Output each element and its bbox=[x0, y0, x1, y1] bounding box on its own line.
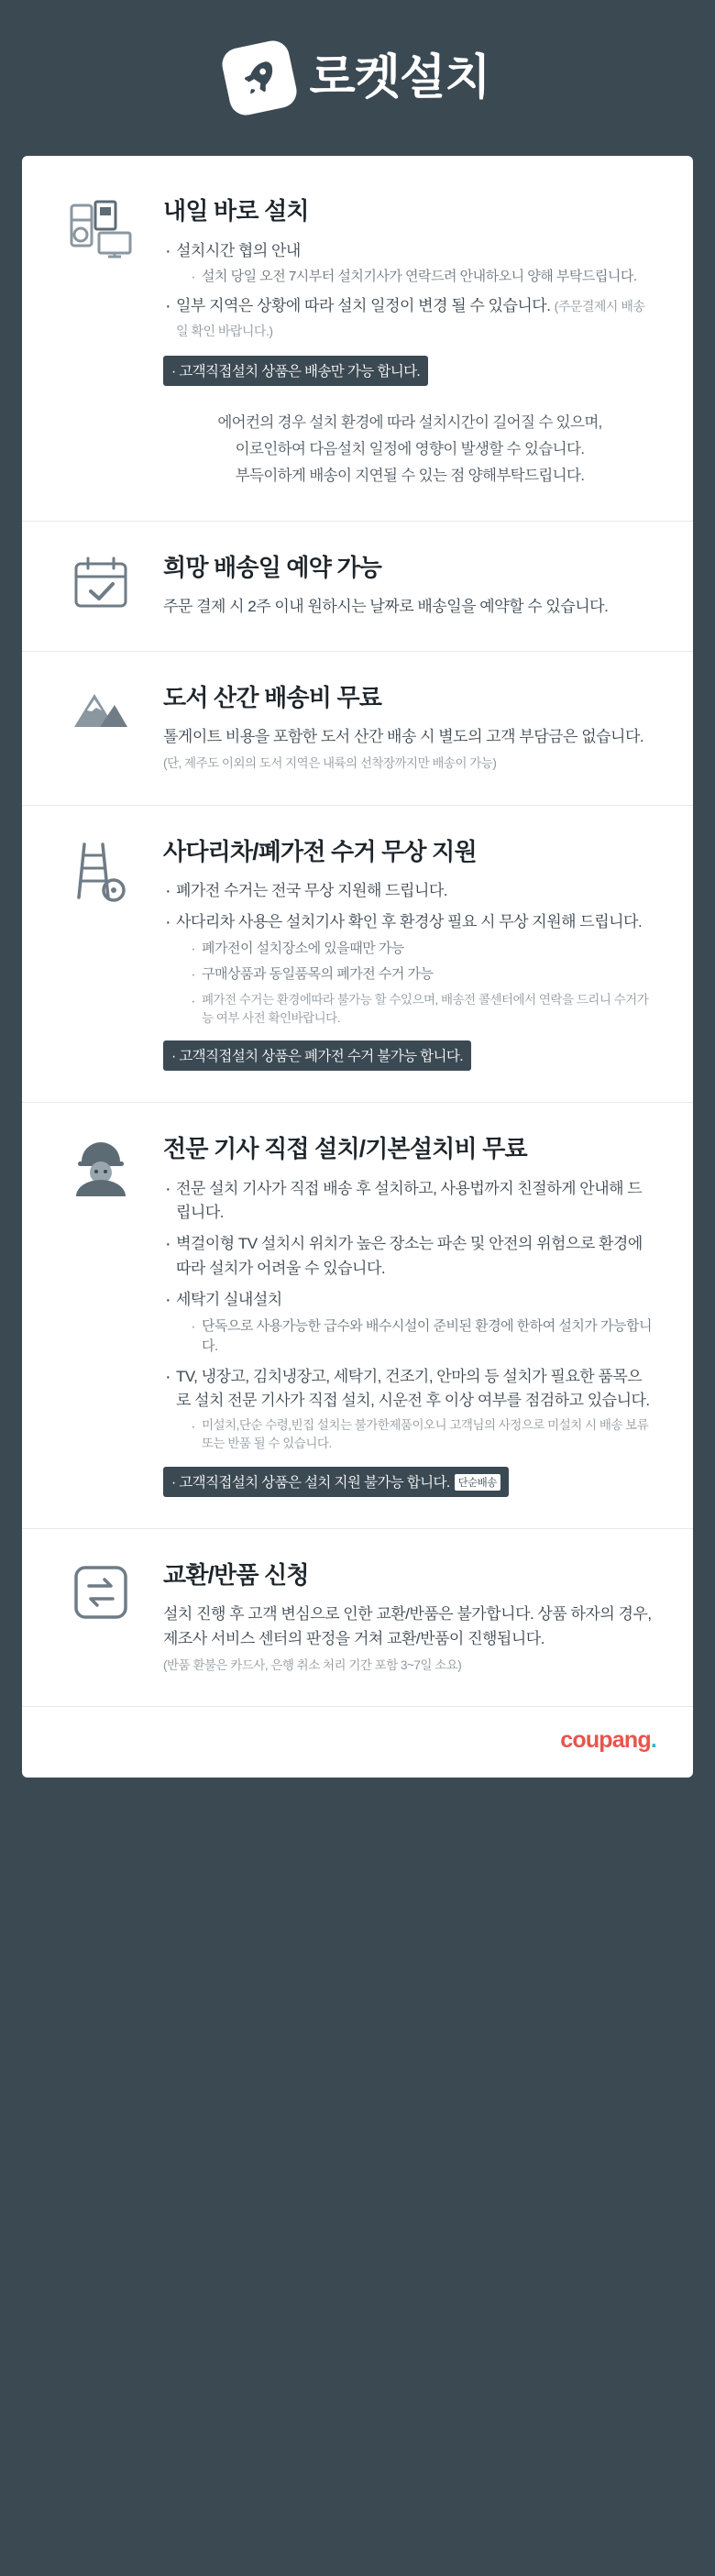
section-title: 전문 기사 직접 설치/기본설치비 무료 bbox=[163, 1135, 527, 1163]
page-title: 로켓설치 bbox=[309, 51, 490, 105]
coupang-logo-text: coupang bbox=[560, 1727, 651, 1754]
bullet-item bbox=[163, 239, 656, 288]
section-paragraph: 톨게이트 비용을 포함한 도서 산간 배송 시 별도의 고객 부담금은 없습니다. bbox=[163, 728, 644, 745]
section-island-shipping bbox=[22, 652, 693, 806]
bullet-text: 세탁기 실내설치 bbox=[176, 1291, 282, 1309]
section-title: 희망 배송일 예약 가능 bbox=[163, 553, 382, 581]
highlight-badge bbox=[163, 1467, 509, 1497]
bullet-item: · 전문 설치 기사가 직접 배송 후 설치하고, 사용법까지 친절하게 안내해 드립니다. bbox=[163, 1177, 656, 1226]
note-line: 이로인하여 다음설치 일정에 영향이 발생할 수 있습니다. bbox=[235, 440, 585, 457]
ladder-icon bbox=[59, 837, 143, 908]
section-note: (반품 환불은 카드사, 은행 취소 처리 기간 포함 3~7일 소요) bbox=[163, 1657, 462, 1672]
sub-bullet-item: · 폐가전 수거는 환경에따라 불가능 할 수있으며, 배송전 콜센터에서 연락을 드리니 수거가능 여부 사전 확인바랍니다. bbox=[189, 991, 656, 1029]
rocket-icon bbox=[219, 38, 300, 118]
bullet-note: (주문결제시 배송일 확인 바랍니다.) bbox=[176, 299, 645, 338]
sub-bullet-item: · 폐가전이 설치장소에 있을때만 가능 bbox=[189, 939, 656, 960]
coupang-logo bbox=[560, 1727, 656, 1754]
sub-bullet-item: · 미설치,단순 수령,빈집 설치는 불가한제품이오니 고객님의 사정으로 미설치 시 배송 보류 또는 반품 될 수 있습니다. bbox=[189, 1416, 656, 1454]
section-title: 사다리차/폐가전 수거 무상 지원 bbox=[163, 837, 477, 865]
highlight-tag: 단순배송 bbox=[455, 1474, 500, 1491]
section-note: (단, 제주도 이외의 도서 지역은 내륙의 선착장까지만 배송이 가능) bbox=[163, 756, 497, 771]
calendar-check-icon bbox=[59, 553, 143, 610]
highlight-badge: · 고객직접설치 상품은 배송만 가능 합니다. bbox=[163, 356, 428, 386]
section-paragraph: 설치 진행 후 고객 변심으로 인한 교환/반품은 불가합니다. 상품 하자의 경우, 제조사 서비스 센터의 판정을 거쳐 교환/반품이 진행됩니다. bbox=[163, 1605, 652, 1647]
mountain-icon bbox=[59, 683, 143, 734]
bullet-text: 사다리차 사용은 설치기사 확인 후 환경상 필요 시 무상 지원해 드립니다. bbox=[176, 913, 643, 931]
highlight-text: · 고객직접설치 상품은 설치 지원 불가능 합니다. bbox=[171, 1474, 450, 1491]
section-install-tomorrow bbox=[22, 165, 693, 522]
content-card bbox=[22, 156, 693, 1778]
section-pro-installer bbox=[22, 1103, 693, 1528]
section-exchange-return bbox=[22, 1529, 693, 1707]
section-delivery-reservation bbox=[22, 522, 693, 652]
bullet-item: · 벽걸이형 TV 설치시 위치가 높은 장소는 파손 및 안전의 위험으로 환경에 따라 설치가 어려울 수 있습니다. bbox=[163, 1232, 656, 1281]
bullet-text: 설치시간 협의 안내 bbox=[176, 241, 301, 259]
bullet-item bbox=[163, 1365, 656, 1454]
appliances-icon bbox=[59, 196, 143, 264]
section-paragraph: 주문 결제 시 2주 이내 원하시는 날짜로 배송일을 예약할 수 있습니다. bbox=[163, 598, 609, 616]
sub-bullet-item: · 구매상품과 동일품목의 폐가전 수거 가능 bbox=[189, 964, 656, 985]
bullet-item bbox=[163, 294, 656, 343]
page-header bbox=[0, 0, 715, 156]
sub-bullet-item: · 설치 당일 오전 7시부터 설치기사가 연락드려 안내하오니 양해 부탁드립니다. bbox=[189, 267, 656, 288]
centered-note bbox=[163, 410, 656, 490]
highlight-badge: · 고객직접설치 상품은 폐가전 수거 불가능 합니다. bbox=[163, 1040, 471, 1071]
bullet-item: · 폐가전 수거는 전국 무상 지원해 드립니다. bbox=[163, 879, 656, 903]
section-ladder-car bbox=[22, 806, 693, 1104]
sub-bullet-item: · 단독으로 사용가능한 급수와 배수시설이 준비된 환경에 한하여 설치가 가능합니다. bbox=[189, 1316, 656, 1358]
bullet-item bbox=[163, 910, 656, 1028]
note-line: 부득이하게 배송이 지연될 수 있는 점 양해부탁드립니다. bbox=[235, 467, 585, 484]
note-line: 에어컨의 경우 설치 환경에 따라 설치시간이 길어질 수 있으며, bbox=[217, 414, 602, 432]
footer bbox=[22, 1707, 693, 1759]
engineer-icon bbox=[59, 1134, 143, 1196]
bullet-text: TV, 냉장고, 김치냉장고, 세탁기, 건조기, 안마의 등 설치가 필요한 품목으로 설치 전문 기사가 직접 설치, 시운전 후 이상 여부를 점검하고 있습니다. bbox=[176, 1367, 650, 1409]
bullet-item bbox=[163, 1288, 656, 1357]
section-title: 도서 산간 배송비 무료 bbox=[163, 683, 382, 711]
section-title: 교환/반품 신청 bbox=[163, 1560, 309, 1589]
coupang-logo-dot: . bbox=[650, 1727, 656, 1754]
exchange-icon bbox=[59, 1560, 143, 1621]
section-title: 내일 바로 설치 bbox=[163, 197, 309, 225]
bullet-text: 일부 지역은 상황에 따라 설치 일정이 변경 될 수 있습니다. bbox=[176, 297, 551, 315]
